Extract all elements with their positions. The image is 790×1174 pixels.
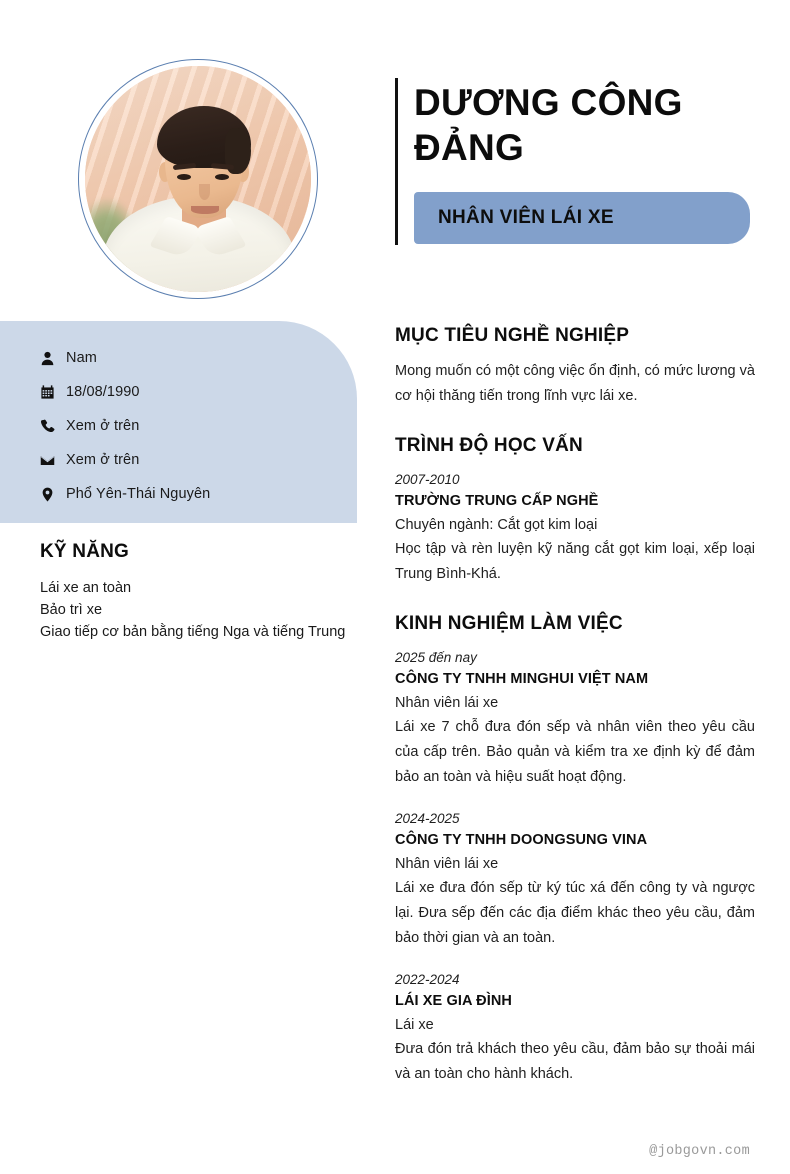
- avatar: [78, 59, 318, 299]
- list-item: Lái xe an toàn: [40, 580, 132, 596]
- entry-role: Lái xe: [395, 1017, 434, 1033]
- envelope-icon: [40, 453, 66, 468]
- entry-date: 2025 đến nay: [395, 650, 477, 665]
- list-item: Giao tiếp cơ bản bằng tiếng Nga và tiếng Trung: [40, 624, 346, 640]
- skills-heading: KỸ NĂNG: [40, 541, 130, 562]
- entry-description: Lái xe đưa đón sếp từ ký túc xá đến công ty và ngược lại. Đưa sếp đến các địa điểm khác theo yêu cầu, đảm bảo thời gian và an toàn.: [395, 880, 755, 946]
- entry-date: 2007-2010: [395, 472, 460, 487]
- experience-entry: [395, 808, 755, 951]
- contact-value: Nam: [66, 349, 97, 366]
- entry-organization: CÔNG TY TNHH DOONGSUNG VINA: [395, 832, 648, 848]
- contact-item-gender: [40, 341, 210, 375]
- experience-entry: [395, 969, 755, 1087]
- name-accent-bar: [395, 78, 398, 245]
- calendar-icon: [40, 385, 66, 400]
- contact-item-email: [40, 443, 210, 477]
- contact-list: [40, 341, 210, 511]
- contact-item-phone: [40, 409, 210, 443]
- objective-section: [395, 325, 755, 409]
- entry-description: Đưa đón trả khách theo yêu cầu, đảm bảo sự thoải mái và an toàn cho hành khách.: [395, 1041, 755, 1082]
- skills-section: [40, 541, 360, 643]
- contact-value: Phổ Yên-Thái Nguyên: [66, 485, 211, 502]
- entry-organization: LÁI XE GIA ĐÌNH: [395, 993, 512, 1009]
- contact-value: Xem ở trên: [66, 417, 140, 434]
- job-title-text: NHÂN VIÊN LÁI XE: [438, 207, 614, 228]
- photo-ring-decoration: [78, 59, 318, 299]
- entry-description: Lái xe 7 chỗ đưa đón sếp và nhân viên theo yêu cầu của cấp trên. Bảo quản và kiểm tra xe định kỳ để đảm bảo an toàn và hiệu suất hoạt động.: [395, 719, 755, 785]
- person-icon: [40, 351, 66, 366]
- experience-section: [395, 613, 755, 1087]
- page-title: DƯƠNG CÔNG ĐẢNG: [414, 82, 683, 168]
- entry-organization: TRƯỜNG TRUNG CẤP NGHỀ: [395, 493, 599, 509]
- watermark: @jobgovn.com: [649, 1144, 750, 1159]
- contact-panel: [0, 321, 357, 523]
- main-content: [395, 325, 755, 1113]
- location-icon: [40, 487, 66, 502]
- experience-heading: KINH NGHIỆM LÀM VIỆC: [395, 613, 623, 634]
- education-heading: TRÌNH ĐỘ HỌC VẤN: [395, 435, 583, 456]
- contact-value: Xem ở trên: [66, 451, 140, 468]
- entry-organization: CÔNG TY TNHH MINGHUI VIỆT NAM: [395, 671, 649, 687]
- experience-entry: [395, 647, 755, 790]
- education-section: [395, 435, 755, 587]
- job-title-banner: [414, 192, 750, 244]
- entry-role: Nhân viên lái xe: [395, 695, 499, 711]
- entry-role: Nhân viên lái xe: [395, 856, 499, 872]
- contact-value: 18/08/1990: [66, 383, 140, 400]
- objective-text: Mong muốn có một công việc ổn định, có mức lương và cơ hội thăng tiến trong lĩnh vực lái xe.: [395, 363, 755, 404]
- contact-item-address: [40, 477, 210, 511]
- entry-date: 2024-2025: [395, 811, 460, 826]
- objective-heading: MỤC TIÊU NGHỀ NGHIỆP: [395, 325, 630, 346]
- entry-role: Chuyên ngành: Cắt gọt kim loại: [395, 517, 598, 533]
- phone-icon: [40, 419, 66, 434]
- contact-item-birthdate: [40, 375, 210, 409]
- entry-date: 2022-2024: [395, 972, 460, 987]
- education-entry: [395, 469, 755, 587]
- entry-description: Học tập và rèn luyện kỹ năng cắt gọt kim loại, xếp loại Trung Bình-Khá.: [395, 541, 755, 582]
- list-item: Bảo trì xe: [40, 602, 103, 618]
